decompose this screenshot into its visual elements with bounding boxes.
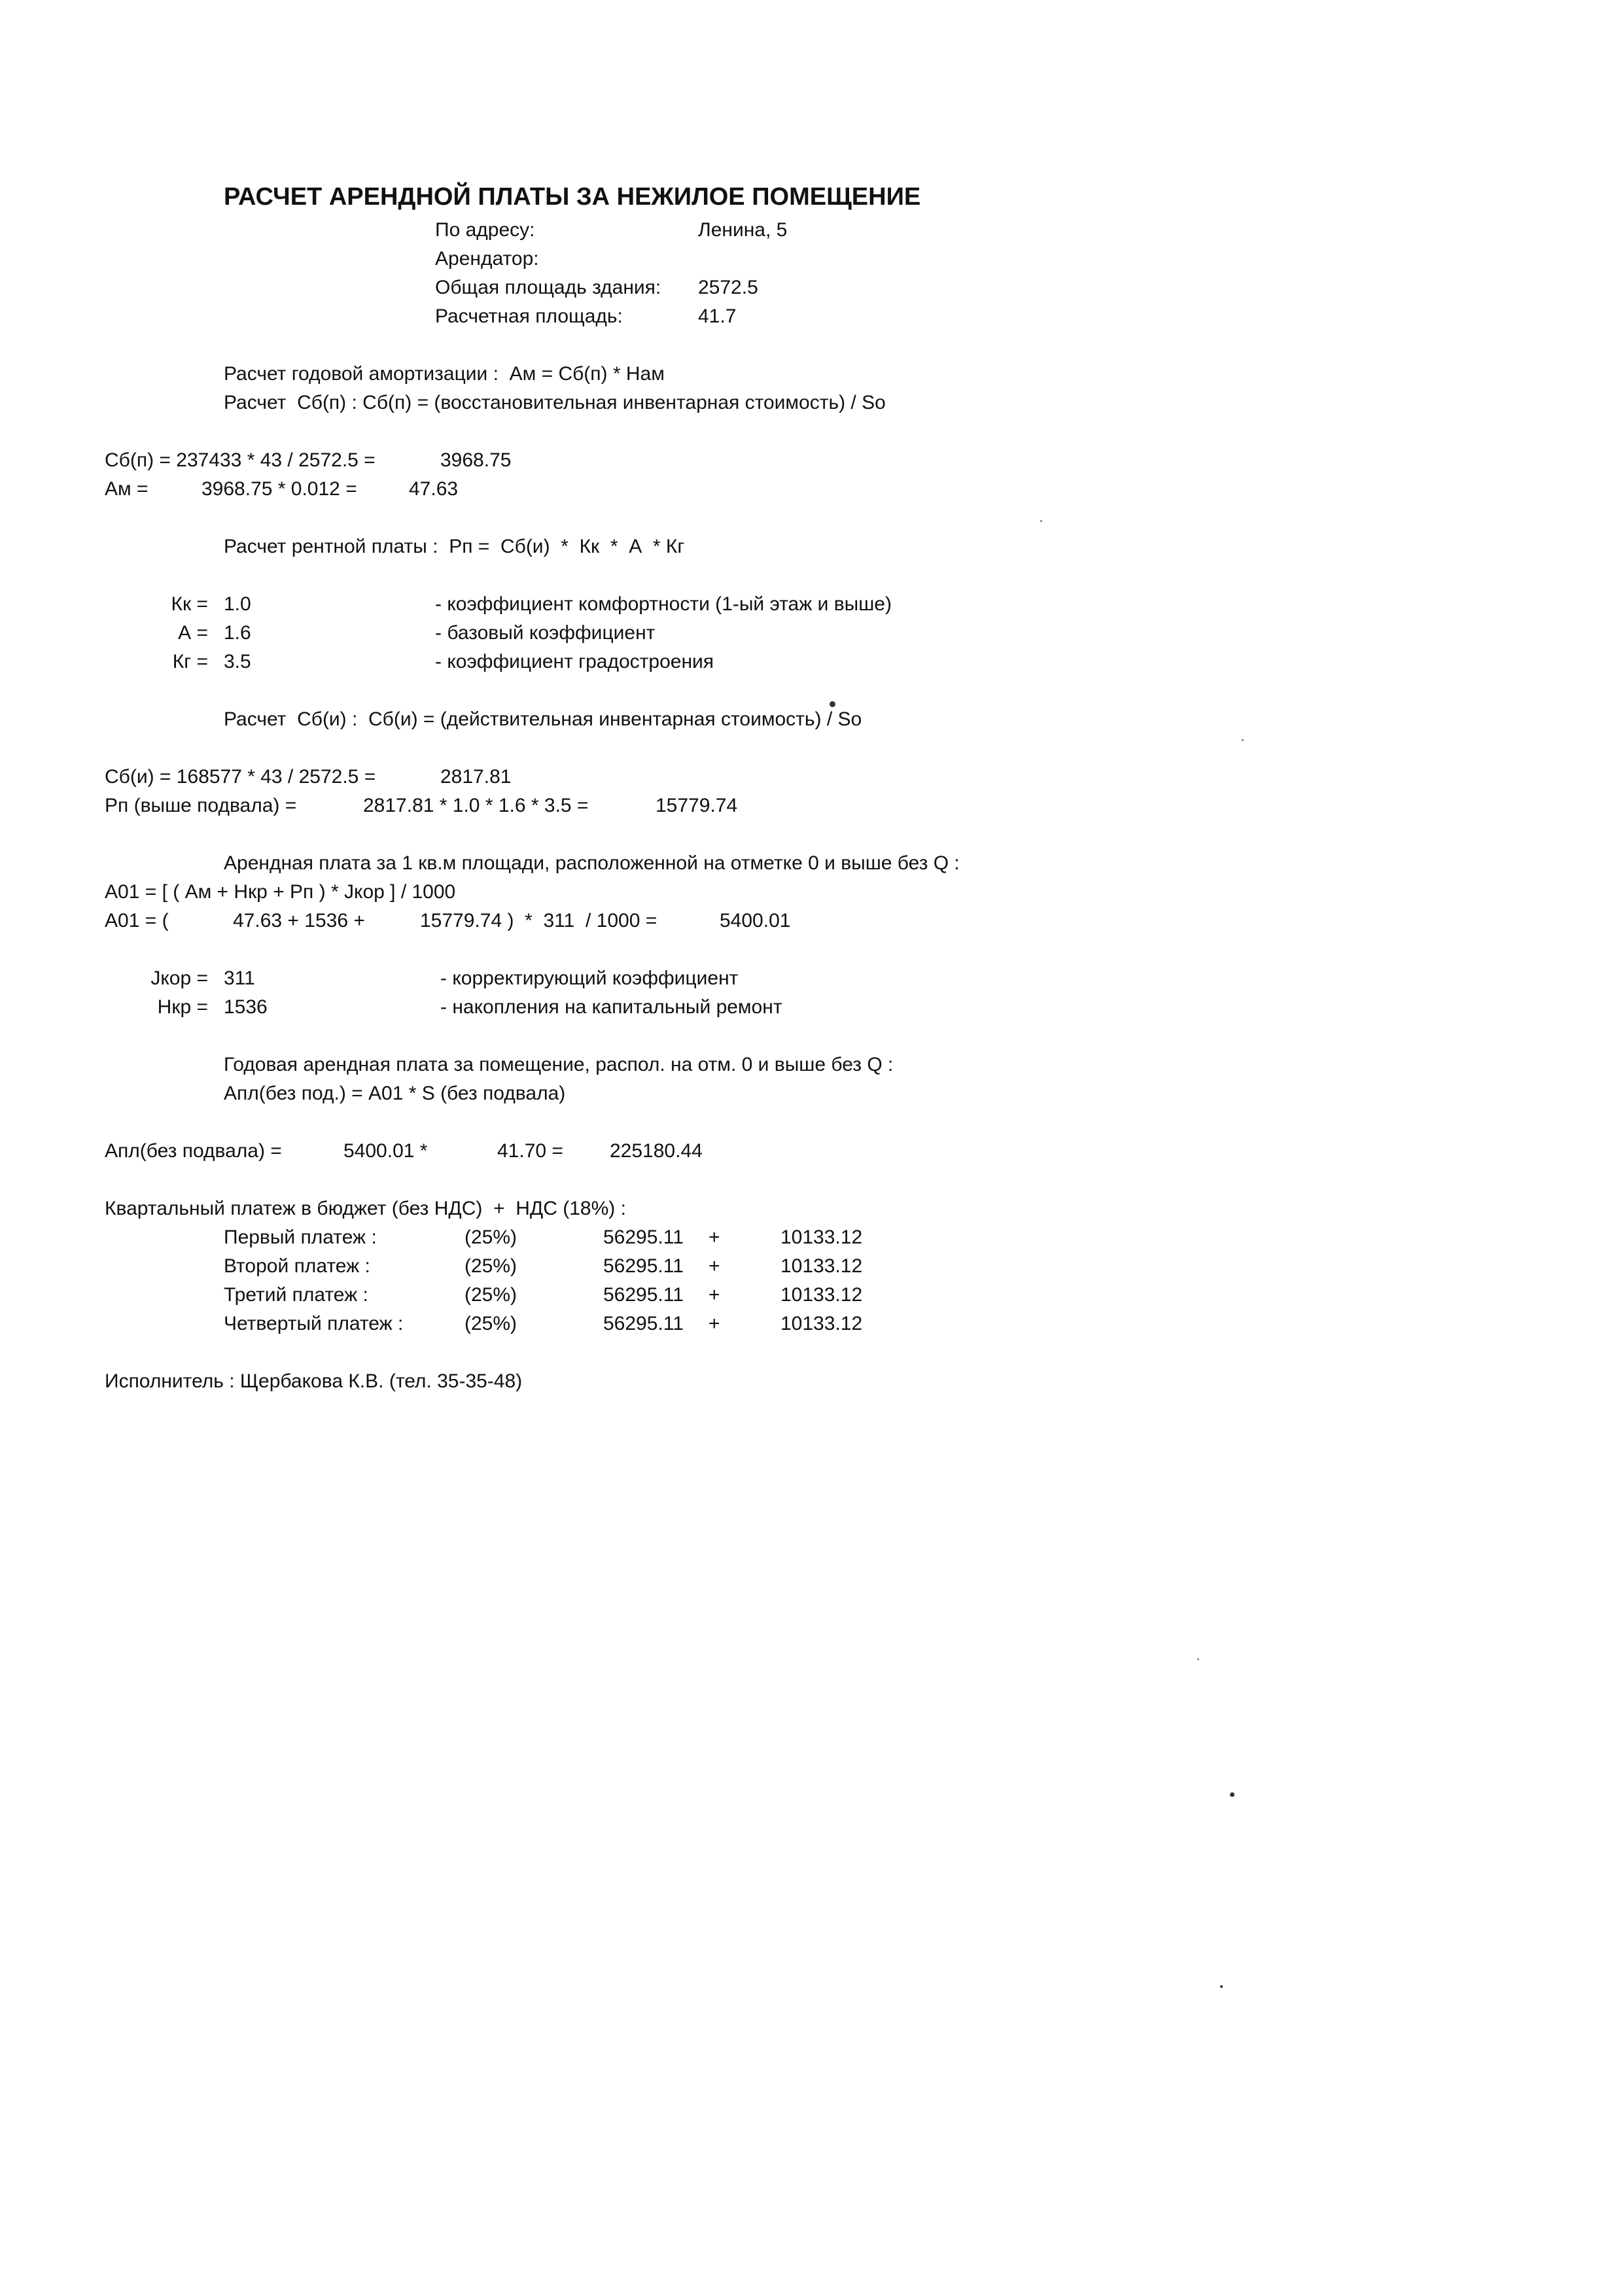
payment-amount: 56295.11 xyxy=(603,1313,684,1334)
payment-label: Третий платеж : xyxy=(224,1284,368,1306)
calc-area-value: 41.7 xyxy=(698,305,737,327)
payment-vat: 10133.12 xyxy=(780,1284,863,1306)
total-area-label: Общая площадь здания: xyxy=(435,277,661,298)
am-result: 47.63 xyxy=(409,478,459,500)
sbi-result: 2817.81 xyxy=(440,766,512,788)
address-value: Ленина, 5 xyxy=(698,219,788,241)
sbp-formula: Сб(п) = 237433 * 43 / 2572.5 = xyxy=(105,449,376,471)
rp-label: Рп (выше подвала) = xyxy=(105,795,297,816)
a01-calc-part1: 47.63 + 1536 + xyxy=(233,910,365,931)
coef-value: 1536 xyxy=(224,996,268,1018)
page-title: РАСЧЕТ АРЕНДНОЙ ПЛАТЫ ЗА НЕЖИЛОЕ ПОМЕЩЕНИЕ xyxy=(224,183,921,211)
tenant-label: Арендатор: xyxy=(435,248,539,270)
coef-desc: - накопления на капитальный ремонт xyxy=(440,996,782,1018)
scan-speck xyxy=(1040,520,1042,522)
a01-heading: Арендная плата за 1 кв.м площади, расположенной на отметке 0 и выше без Q : xyxy=(224,852,960,874)
annual-calc-a: 5400.01 * xyxy=(343,1140,428,1162)
calc-area-label: Расчетная площадь: xyxy=(435,305,623,327)
quarterly-heading: Квартальный платеж в бюджет (без НДС) + НДС (18%) : xyxy=(105,1198,626,1219)
payment-label: Второй платеж : xyxy=(224,1255,370,1277)
coef-desc: - базовый коэффициент xyxy=(435,622,656,644)
a01-formula: А01 = [ ( Ам + Нкр + Рп ) * Jкор ] / 1000 xyxy=(105,881,456,903)
payment-pct: (25%) xyxy=(464,1284,517,1306)
coef-desc: - коэффициент градостроения xyxy=(435,651,714,672)
annual-calc-result: 225180.44 xyxy=(610,1140,703,1162)
payment-label: Четвертый платеж : xyxy=(224,1313,404,1334)
payment-amount: 56295.11 xyxy=(603,1226,684,1248)
rp-result: 15779.74 xyxy=(656,795,738,816)
annual-heading: Годовая арендная плата за помещение, распол. на отм. 0 и выше без Q : xyxy=(224,1054,894,1075)
am-formula: 3968.75 * 0.012 = xyxy=(202,478,357,500)
coef-value: 311 xyxy=(224,967,255,989)
scan-speck xyxy=(1197,1658,1199,1660)
payment-pct: (25%) xyxy=(464,1255,517,1277)
am-label: Ам = xyxy=(105,478,149,500)
scan-speck xyxy=(1230,1792,1235,1797)
coef-name: Jкор = xyxy=(150,967,208,989)
total-area-value: 2572.5 xyxy=(698,277,758,298)
sbi-formula: Сб(и) = 168577 * 43 / 2572.5 = xyxy=(105,766,376,788)
payment-plus: + xyxy=(709,1284,720,1306)
coef-name: А = xyxy=(178,622,208,644)
payment-plus: + xyxy=(709,1226,720,1248)
sbp-definition: Расчет Сб(п) : Сб(п) = (восстановительная инвентарная стоимость) / So xyxy=(224,392,886,413)
payment-pct: (25%) xyxy=(464,1226,517,1248)
scan-speck xyxy=(1242,739,1244,741)
coef-name: Нкр = xyxy=(157,996,208,1018)
coef-value: 1.0 xyxy=(224,593,251,615)
annual-calc-label: Апл(без подвала) = xyxy=(105,1140,282,1162)
coef-name: Кг = xyxy=(172,651,208,672)
payment-plus: + xyxy=(709,1313,720,1334)
coef-name: Кк = xyxy=(171,593,208,615)
payment-amount: 56295.11 xyxy=(603,1284,684,1306)
annual-formula: Апл(без под.) = А01 * S (без подвала) xyxy=(224,1083,566,1104)
coef-value: 1.6 xyxy=(224,622,251,644)
scan-speck xyxy=(1220,1985,1223,1988)
scan-speck xyxy=(830,701,835,707)
a01-calc-result: 5400.01 xyxy=(720,910,791,931)
coef-desc: - корректирующий коэффициент xyxy=(440,967,739,989)
a01-calc-label: А01 = ( xyxy=(105,910,169,931)
payment-vat: 10133.12 xyxy=(780,1226,863,1248)
payment-label: Первый платеж : xyxy=(224,1226,377,1248)
payment-pct: (25%) xyxy=(464,1313,517,1334)
payment-plus: + xyxy=(709,1255,720,1277)
rent-heading: Расчет рентной платы : Рп = Сб(и) * Кк * А * Кг xyxy=(224,536,685,557)
coef-value: 3.5 xyxy=(224,651,251,672)
rp-formula: 2817.81 * 1.0 * 1.6 * 3.5 = xyxy=(363,795,589,816)
executor-line: Исполнитель : Щербакова К.В. (тел. 35-35-48) xyxy=(105,1370,523,1392)
annual-calc-b: 41.70 = xyxy=(497,1140,563,1162)
sbp-result: 3968.75 xyxy=(440,449,512,471)
amortization-heading: Расчет годовой амортизации : Ам = Сб(п) * Нам xyxy=(224,363,665,385)
coef-desc: - коэффициент комфортности (1-ый этаж и выше) xyxy=(435,593,892,615)
payment-amount: 56295.11 xyxy=(603,1255,684,1277)
a01-calc-part2: 15779.74 ) * 311 / 1000 = xyxy=(420,910,657,931)
sbi-definition: Расчет Сб(и) : Сб(и) = (действительная инвентарная стоимость) / So xyxy=(224,708,862,730)
payment-vat: 10133.12 xyxy=(780,1255,863,1277)
payment-vat: 10133.12 xyxy=(780,1313,863,1334)
address-label: По адресу: xyxy=(435,219,535,241)
